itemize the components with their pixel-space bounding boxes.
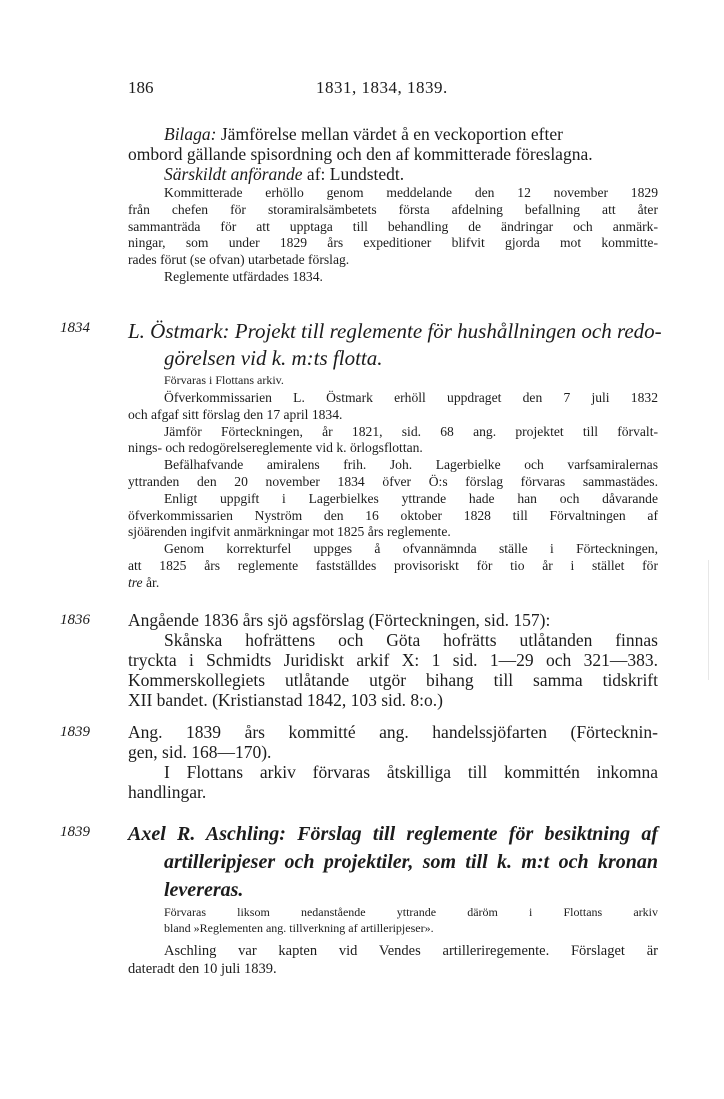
entry-1839-kommitte: [128, 722, 658, 802]
body-line: Befälhafvande amiralens frih. Joh. Lagerbielke och varfsamiralernas: [164, 457, 658, 473]
page-number: 186: [128, 78, 154, 97]
running-head: 1831, 1834, 1839.: [316, 78, 448, 97]
storage-note-1839: Förvaras liksom nedanstående yttrande däröm i Flottans arkiv bland »Reglementen ang. tillverkning af artilleripjeser».: [164, 905, 658, 935]
margin-year-1834: 1834: [60, 320, 90, 336]
bilaga-label: Bilaga:: [164, 124, 217, 144]
margin-year-1839: 1839: [60, 724, 90, 740]
body-line: yttranden den 20 november 1834 öfver Ö:s förslag förvaras sammastädes.: [128, 473, 658, 489]
intro-line: Kommitterade erhöllo genom meddelande den 12 november 1829: [164, 185, 658, 200]
body-line: och afgaf sitt förslag den 17 april 1834.: [128, 406, 343, 422]
entry-title-line-2: görelsen vid k. m:ts flotta.: [164, 346, 383, 370]
body-line: Enligt uppgift i Lagerbielkes yttrande hade han och dåvarande: [164, 490, 658, 506]
body-line: Jämför Förteckningen, år 1821, sid. 68 ang. projektet till förvalt-: [164, 423, 658, 439]
body-line-last: tre år.: [128, 574, 160, 590]
intro-line: rades förut (se ofvan) utarbetade förslag.: [128, 252, 350, 268]
sarskildt-label: Särskildt anförande: [164, 164, 303, 184]
entry-1839-aschling: [128, 820, 658, 904]
page-header: [128, 78, 658, 102]
body-line: nings- och redogörelsereglemente vid k. örlogsflottan.: [128, 440, 423, 456]
body-line: sjöärenden ingifvit anmärkningar mot 1825 års reglemente.: [128, 524, 451, 540]
body-line: Kommerskollegiets utlåtande utgör bihang till samma tidskrift: [128, 670, 658, 690]
body-line: att 1825 års reglemente fastställdes provisoriskt för tio år i stället för: [128, 557, 658, 573]
body-line: tryckta i Schmidts Juridiskt arkif X: 1 sid. 1—29 och 321—383.: [128, 650, 658, 670]
entry-1836: [128, 610, 658, 710]
body-line: XII bandet. (Kristianstad 1842, 103 sid. 8:o.): [128, 690, 443, 710]
body-line: öfverkommissarien Nyström den 16 oktober 1828 till Förvaltningen af: [128, 507, 658, 523]
intro-paragraph: [128, 185, 658, 286]
bilaga-line-1: Bilaga: Jämförelse mellan värdet å en veckoportion efter: [164, 124, 563, 144]
body-line: dateradt den 10 juli 1839.: [128, 961, 277, 977]
intro-line: ningar, som under 1829 års expeditioner blifvit gjorda mot kommitte-: [128, 235, 658, 251]
entry-1834: [128, 318, 662, 372]
scan-edge-mark: [708, 560, 709, 680]
body-line: gen, sid. 168—170).: [128, 742, 272, 762]
body-line: Öfverkommissarien L. Östmark erhöll uppdraget den 7 juli 1832: [164, 390, 658, 405]
body-line: Genom korrekturfel uppges å ofvannämnda ställe i Förteckningen,: [164, 541, 658, 557]
body-line: Ang. 1839 års kommitté ang. handelssjöfarten (Förtecknin-: [128, 722, 658, 742]
body-line: Aschling var kapten vid Vendes artilleriregemente. Förslaget är: [164, 943, 658, 959]
entry-title-line-1: Axel R. Aschling: Förslag till reglemente för besiktning af: [128, 823, 658, 845]
sarskildt-line: Särskildt anförande af: Lundstedt.: [164, 164, 405, 184]
margin-year-1836: 1836: [60, 612, 90, 628]
entry-1834-body: [128, 390, 658, 592]
entry-title-line-2: artilleripjeser och projektiler, som till k. m:t och kronan: [164, 851, 658, 873]
entry-title-line-3: levereras.: [164, 879, 244, 901]
body-line: Skånska hofrättens och Göta hofrätts utlåtanden finnas: [164, 630, 658, 650]
storage-note-1834: Förvaras i Flottans arkiv.: [164, 373, 284, 387]
entry-1839-aschling-body: [128, 942, 658, 978]
reglemente-note: Reglemente utfärdades 1834.: [164, 268, 323, 284]
body-line: handlingar.: [128, 782, 207, 802]
bilaga-line-2: ombord gällande spisordning och den af kommitterade föreslagna.: [128, 144, 593, 164]
margin-year-1839-aschling: 1839: [60, 824, 90, 840]
intro-line: sammanträda för att upptaga till behandling de ändringar och anmärk-: [128, 218, 658, 234]
bilaga-note: [128, 124, 658, 184]
body-line: I Flottans arkiv förvaras åtskilliga till kommittén inkomna: [164, 762, 658, 782]
entry-title-line-1: L. Östmark: Projekt till reglemente för hushållningen och redo-: [128, 319, 662, 343]
intro-line: från chefen för storamiralsämbetets första afdelning befallning att åter: [128, 201, 658, 217]
body-line: Angående 1836 års sjö agsförslag (Förteckningen, sid. 157):: [128, 610, 551, 630]
